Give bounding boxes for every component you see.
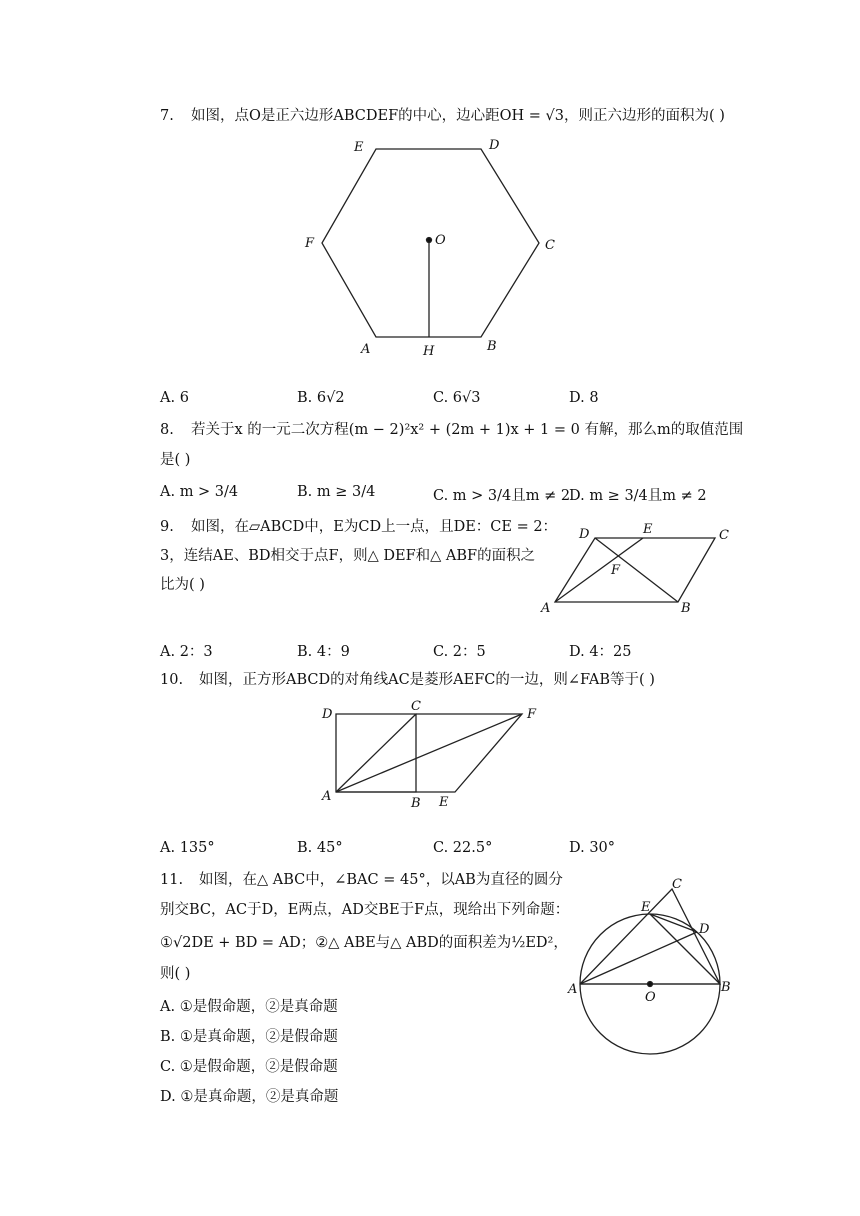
q10-option-c[interactable]: C. 22.5°: [433, 840, 493, 856]
label-D: D: [699, 922, 710, 937]
q7-text: 如图，点O是正六边形ABCDEF的中心，边心距OH = √3，则正六边形的面积为( ): [191, 108, 725, 124]
q7-option-d[interactable]: D. 8: [569, 390, 599, 406]
label-A: A: [361, 342, 371, 357]
q11-line2: 别交BC，AC于D，E两点，AD交BE于F点，现给出下列命题：: [160, 902, 570, 918]
label-C: C: [411, 699, 421, 714]
label-B: B: [487, 339, 497, 354]
q11-line3: ①√2DE + BD = AD；②△ ABE与△ ABD的面积差为½ED²，: [160, 935, 568, 951]
q10-option-a[interactable]: A. 135°: [160, 840, 215, 856]
q11-line1: 如图，在△ ABC中，∠BAC = 45°，以AB为直径的圆分: [199, 872, 563, 888]
label-B: B: [721, 980, 731, 995]
q8-option-b[interactable]: B. m ≥ 3/4: [297, 484, 376, 500]
label-A: A: [541, 601, 551, 616]
q7-option-c[interactable]: C. 6√3: [433, 390, 481, 406]
q9-line2: 3，连结AE、BD相交于点F，则△ DEF和△ ABF的面积之: [160, 548, 536, 564]
label-D: D: [579, 527, 590, 542]
q11-line4: 则( ): [160, 966, 191, 982]
label-E: E: [643, 522, 653, 537]
label-O: O: [645, 990, 656, 1005]
q9-line1: 如图，在▱ABCD中，E为CD上一点，且DE：CE = 2：: [191, 519, 558, 535]
segment-ED: [650, 914, 697, 932]
label-E: E: [354, 140, 364, 155]
segment-AD: [580, 932, 697, 984]
q8-option-d[interactable]: D. m ≥ 3/4且m ≠ 2: [569, 488, 707, 504]
q10-option-d[interactable]: D. 30°: [569, 840, 616, 856]
q11-option-c[interactable]: C. ①是假命题，②是假命题: [160, 1059, 338, 1075]
label-F: F: [611, 563, 621, 578]
label-E: E: [641, 900, 651, 915]
q8-line1: 若关于x 的一元二次方程(m − 2)²x² + (2m + 1)x + 1 = 0 有解，那么m的取值范围: [191, 422, 744, 438]
label-B: B: [411, 796, 421, 811]
q10-text: 如图，正方形ABCD的对角线AC是菱形AEFC的一边，则∠FAB等于( ): [199, 672, 655, 688]
q11-option-d[interactable]: D. ①是真命题，②是真命题: [160, 1089, 339, 1105]
label-O: O: [435, 233, 446, 248]
q10-option-b[interactable]: B. 45°: [297, 840, 343, 856]
q9-option-c[interactable]: C. 2：5: [433, 644, 486, 660]
q8-line2: 是( ): [160, 452, 191, 468]
q11-option-a[interactable]: A. ①是假命题，②是真命题: [160, 999, 338, 1015]
label-H: H: [423, 344, 435, 359]
label-D: D: [322, 707, 333, 722]
q9-option-d[interactable]: D. 4：25: [569, 644, 632, 660]
label-F: F: [527, 707, 537, 722]
label-C: C: [545, 238, 555, 253]
label-C: C: [672, 877, 682, 892]
q11-number: 11.: [160, 872, 184, 888]
q9-option-b[interactable]: B. 4：9: [297, 644, 350, 660]
q8-number: 8.: [160, 422, 174, 438]
q9-number: 9.: [160, 519, 174, 535]
label-A: A: [568, 982, 578, 997]
q9-option-a[interactable]: A. 2：3: [160, 644, 213, 660]
q10-number: 10.: [160, 672, 184, 688]
label-E: E: [439, 795, 449, 810]
q7-number: 7.: [160, 108, 174, 124]
q7-option-a[interactable]: A. 6: [160, 390, 189, 406]
label-A: A: [322, 789, 332, 804]
label-D: D: [489, 138, 500, 153]
q11-option-b[interactable]: B. ①是真命题，②是假命题: [160, 1029, 338, 1045]
q8-option-a[interactable]: A. m > 3/4: [160, 484, 239, 500]
label-C: C: [719, 528, 729, 543]
q9-line3: 比为( ): [160, 577, 205, 593]
q8-option-c[interactable]: C. m > 3/4且m ≠ 2: [433, 488, 571, 504]
q7-option-b[interactable]: B. 6√2: [297, 390, 345, 406]
label-B: B: [681, 601, 691, 616]
segment-BE: [650, 914, 720, 984]
center-point-O: [648, 982, 653, 987]
label-F: F: [305, 236, 315, 251]
